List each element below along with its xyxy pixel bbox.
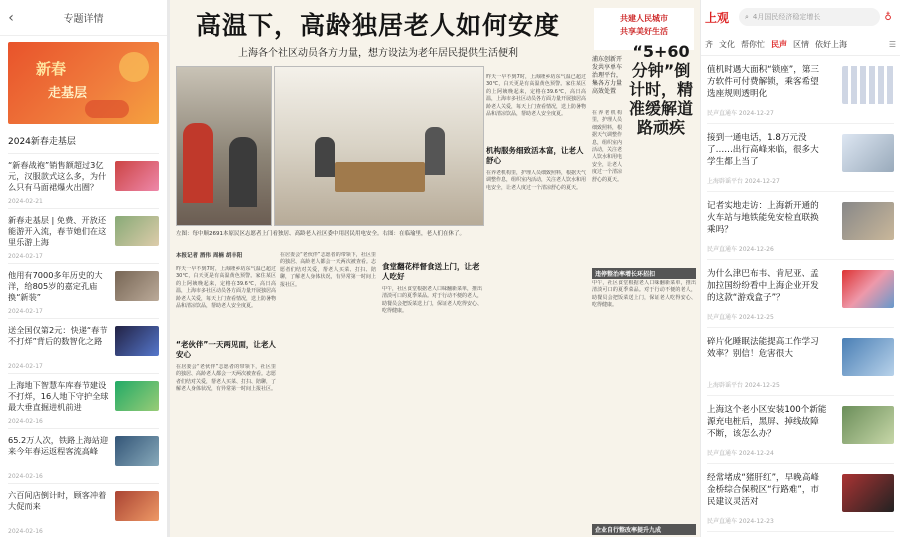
body-column: 在居委会“老伙伴”志愿者的带领下，社区里的独居、高龄老人都会一天两次被查看。志愿者们结对关爱，帮老人买菜、打扫、陪聊，了解老人身体状况，有异常第一时间上报社区。	[176, 364, 276, 393]
item-date: 2024-02-16	[8, 418, 43, 425]
photo-caption: 左图：每中顺2691本原民区志愿者上门看独居、高龄老人社区委中用居民用电安全。右图：在临瑜里，老人们在休了。	[176, 231, 466, 237]
thumbnail	[115, 161, 159, 191]
decoration-icon	[85, 100, 129, 118]
news-source: 民声直通车 2024-12-24	[707, 450, 774, 457]
news-item[interactable]	[707, 124, 894, 192]
tab-district[interactable]: 区情	[793, 40, 809, 49]
person-figure	[315, 137, 335, 177]
lantern-icon	[119, 52, 149, 82]
app-logo: 上观	[705, 10, 730, 25]
item-date: 2024-02-17	[8, 308, 43, 315]
section-subhead: 食堂翻花样督食送上门，让老人吃好	[382, 262, 480, 281]
item-title: 上海地下智慧车库春节建设不打烊，16人地下守护全球最大垂直掘进机前进	[8, 380, 109, 412]
search-placeholder: 4月国民经济稳定增长	[752, 13, 821, 21]
news-source: 民声直通车 2024-12-23	[707, 518, 774, 525]
news-title: 记者实地走访：上海新开通的火车站与地铁能免安检直联换乘吗？	[707, 201, 819, 235]
topic-title: 专题详情	[63, 14, 104, 25]
news-title: 为什么津巴布韦、肯尼亚、孟加拉国纷纷看中上海企业开发的这款“游戏盒子”？	[707, 269, 819, 303]
thumbnail	[842, 66, 894, 104]
search-icon: ⌕	[745, 12, 749, 21]
news-source: 民声直通车 2024-12-27	[707, 110, 774, 117]
item-title: “新春战袍”销售额超过3亿元，汉服款式这么多，为什么只有马面裙爆火出圈？	[8, 160, 107, 192]
photo-left	[176, 66, 272, 226]
news-item[interactable]	[707, 56, 894, 124]
list-item[interactable]	[8, 153, 159, 208]
newspaper-page	[170, 0, 700, 537]
body-column: 中午，社区食堂根据老人口味翻新菜单，推出清淡可口的夏季菜品。对于行动不便的老人，助餐员会把饭菜送上门，保证老人吃得安心、吃得健康。	[382, 286, 482, 315]
item-date: 2024-02-16	[8, 473, 43, 480]
news-source: 民声直通车 2024-12-25	[707, 314, 774, 321]
list-item[interactable]	[8, 318, 159, 373]
section-subhead: “老伙伴”一天两见面，让老人安心	[176, 340, 276, 359]
top-bar	[701, 0, 900, 34]
slogan-line2: 共享美好生活	[620, 27, 668, 36]
photo-right	[274, 66, 484, 226]
thumbnail	[842, 338, 894, 376]
person-figure	[183, 123, 213, 203]
banner-line1: 新春	[36, 60, 67, 78]
tab-qi[interactable]: 齐	[705, 40, 713, 49]
big-headline: “5+60分钟”倒计时，精准缓解道路顽疾	[628, 42, 693, 137]
item-title: 送全国仅第2元：快递“春节不打烊”背后的数智化之路	[8, 325, 108, 346]
item-title: 65.2万人次，铁路上海站迎来今年春运返程客流高峰	[8, 435, 109, 456]
news-item[interactable]	[707, 192, 894, 260]
category-tabs	[701, 34, 900, 56]
topic-header	[0, 0, 167, 36]
byline: 本报记者 酒伟 周楠 胡丰阳	[176, 253, 243, 259]
thumbnail	[115, 381, 159, 411]
thumbnail	[115, 271, 159, 301]
list-item[interactable]	[8, 428, 159, 483]
tab-minsheng[interactable]: 民声	[771, 40, 787, 49]
body-column: 中午，社区食堂根据老人口味翻新菜单，推出清淡可口的夏季菜品。对于行动不便的老人，助餐员会把饭菜送上门，保证老人吃得安心、吃得健康。	[592, 280, 696, 309]
section-title: 2024新春走基层	[8, 137, 76, 147]
news-item[interactable]	[707, 328, 894, 396]
slogan-line1: 共建人民城市	[620, 14, 668, 23]
headline: 高温下，高龄独居老人如何安度	[195, 11, 560, 40]
back-arrow-icon[interactable]: ‹	[8, 9, 14, 26]
news-item[interactable]	[707, 396, 894, 464]
table	[335, 162, 425, 192]
thumbnail	[842, 134, 894, 172]
section-bar: 违停整治率增长环招扣	[592, 268, 696, 279]
thumbnail	[842, 270, 894, 308]
thumbnail	[115, 216, 159, 246]
item-title: 他用有7000多年历史的大洋，给805岁的嘉定孔庙换“新装”	[8, 270, 103, 302]
item-date: 2024-02-16	[8, 528, 43, 535]
tab-shanghai[interactable]: 依好上海	[815, 40, 847, 49]
list-item[interactable]	[8, 373, 159, 428]
news-feed	[701, 56, 900, 532]
tab-help[interactable]: 帮你忙	[741, 40, 765, 49]
news-title: 碎片化睡眠法能提高工作学习效率？别信！危害很大	[707, 337, 819, 359]
body-column: 昨天一早不到7时，上海隆乡坊东气温已超过30℃，白天更是有高温黄色预警。家住某区的上阿姨晚起来，定格在39.6℃，高日高温，上海市多社区动员各方面力量开展独居高龄老人关爱，每天上门查看情况，送上防暑物品和清凉饮品，帮助老人安全度夏。	[176, 266, 276, 310]
menu-icon[interactable]: ☰	[888, 40, 896, 49]
item-date: 2024-02-17	[8, 253, 43, 260]
list-item[interactable]	[8, 208, 159, 263]
item-date: 2024-02-21	[8, 198, 43, 205]
topic-banner[interactable]	[8, 42, 159, 124]
news-title: 经常堵成“猪肝红”，早晚高峰金桥综合保税区“行路难”，市民建议灵活对	[707, 473, 820, 507]
news-source: 上海辟谣平台 2024-12-27	[707, 178, 780, 185]
body-column: 在养老机构里，护理人员细致照料，根据天气调整作息，组织室内活动，关注老人饮水和用电安全，让老人度过一个清凉舒心的夏天。	[592, 110, 622, 183]
news-source: 民声直通车 2024-12-26	[707, 246, 774, 253]
left-phone-screen	[0, 0, 167, 537]
thumbnail	[842, 474, 894, 512]
person-figure	[229, 137, 257, 207]
thumbnail	[115, 436, 159, 466]
item-title: 新春走基层 | 免费、开放还能游开入流，春节她们在这里乐游上海	[8, 215, 107, 247]
news-item[interactable]	[707, 464, 894, 532]
section-bar: 企业自行整改率提升九成	[592, 524, 696, 535]
body-column: 在养老机构里，护理人员细致照料，根据天气调整作息，组织室内活动，关注老人饮水和用电安全，让老人度过一个清凉舒心的夏天。	[486, 170, 586, 191]
person-figure	[425, 127, 445, 175]
search-input[interactable]	[739, 8, 880, 26]
topic-list	[0, 153, 167, 537]
vertical-deck: 浦东创新开发共享单车治理平台，集各方力量高效处置	[592, 56, 623, 95]
thumbnail	[115, 326, 159, 356]
body-column: 昨天一早不到7时，上海隆乡坊东气温已超过30℃，白天更是有高温黄色预警。家住某区的上阿姨晚起来，定格在39.6℃，高日高温，上海市多社区动员各方面力量开展独居高龄老人关爱，每天上门查看情况，送上防暑物品和清凉饮品，帮助老人安全度夏。	[486, 74, 586, 118]
tab-culture[interactable]: 文化	[719, 40, 735, 49]
list-item[interactable]	[8, 263, 159, 318]
news-source: 上海辟谣平台 2024-12-25	[707, 382, 780, 389]
user-icon[interactable]: ♁	[884, 11, 892, 23]
item-title: 六百间店倒计时，顾客冲着大促而来	[8, 490, 107, 511]
news-title: 接到一通电话，1.8万元没了……出行高峰来临，很多大学生都上当了	[707, 133, 819, 167]
news-item[interactable]	[707, 260, 894, 328]
item-date: 2024-02-17	[8, 363, 43, 370]
section-subhead: 机构服务细致活本富，让老人舒心	[486, 146, 584, 165]
thumbnail	[115, 491, 159, 521]
banner-line2: 走基层	[48, 86, 88, 101]
body-column: 在居委会“老伙伴”志愿者的带领下，社区里的独居、高龄老人都会一天两次被查看。志愿者们结对关爱，帮老人买菜、打扫、陪聊，了解老人身体状况，有异常第一时间上报社区。	[280, 252, 376, 288]
news-title: 值机时遇大面积“锁座”，第三方软件可付费解锁，乘客希望选座规则透明化	[707, 65, 820, 99]
list-item[interactable]	[8, 483, 159, 537]
news-title: 上海这个老小区安装100个新能源充电桩后，黑屏、掉线故障不断，该怎么办？	[707, 405, 827, 439]
subheadline: 上海各个社区动员各方力量，想方设法为老年居民提供生活便利	[238, 48, 518, 59]
thumbnail	[842, 406, 894, 444]
thumbnail	[842, 202, 894, 240]
right-phone-screen	[701, 0, 900, 537]
